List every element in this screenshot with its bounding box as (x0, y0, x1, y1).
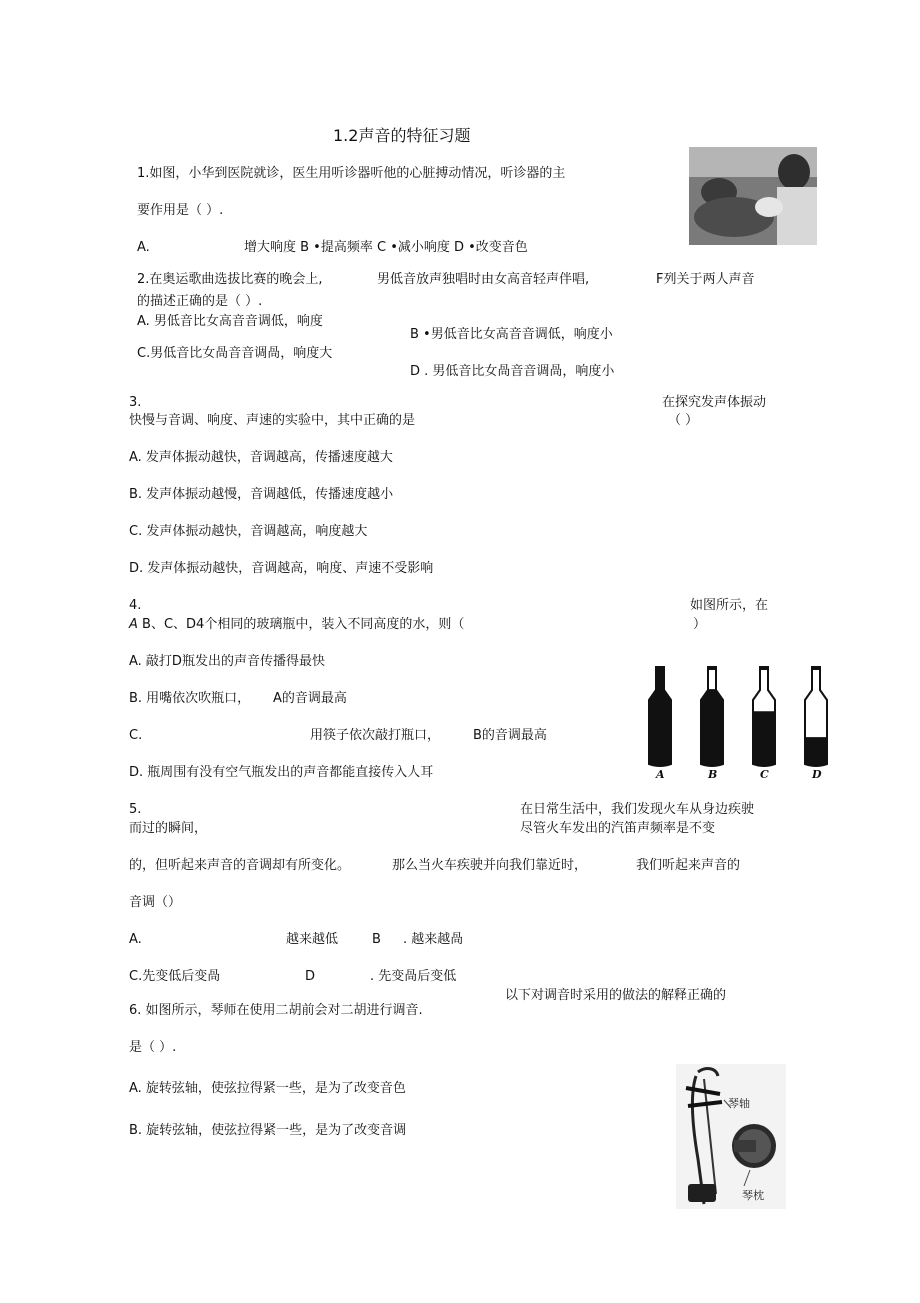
bottle-c (753, 666, 775, 781)
bottle-label-d: D (812, 768, 822, 781)
bottle-water-d (805, 737, 827, 766)
bottle-a (649, 666, 671, 781)
bottle-label-c: C (760, 768, 769, 781)
bottle-cap-d (811, 666, 821, 670)
q5-option-d-label: D (305, 969, 316, 984)
bottle-label-a: A (656, 768, 665, 781)
bottle-water-b (701, 689, 723, 766)
q2-option-c: C.男低音比女咼音音调咼，响度大 (137, 346, 333, 361)
q3-option-c: C. 发声体振动越快，音调越高，响度越大 (129, 524, 368, 539)
q4-stem-right: 如图所示，在 (690, 598, 769, 613)
q6-stem-line2: 是（ ）. (129, 1040, 177, 1055)
q2-stem-part2: 男低音放声独唱时由女高音轻声伴唱, (377, 272, 590, 287)
q5-stem-line3c: 我们听起来声音的 (636, 858, 741, 873)
q1-stem-line1: 1.如图，小华到医院就诊，医生用听诊器听他的心脏搏动情况，听诊器的主 (137, 166, 566, 181)
bottle-water-a (649, 668, 671, 766)
q2-stem-part1: 2.在奥运歌曲选拔比赛的晚会上, (137, 272, 323, 287)
q3-option-b: B. 发声体振动越慢，音调越低，传播速度越小 (129, 487, 394, 502)
hospital-photo (689, 147, 817, 245)
q4-option-d: D. 瓶周围有没有空气瓶发出的声音都能直接传入人耳 (129, 765, 434, 780)
q5-stem-line3a: 的，但听起来声音的音调却有所变化。 (129, 858, 351, 873)
bottle-water-c (753, 711, 775, 766)
erhu-label-tuning-peg: 琴轴 (728, 1097, 750, 1110)
bottle-d (805, 666, 827, 781)
q3-number: 3. (129, 395, 142, 410)
q4-stem-line2 (129, 617, 464, 633)
q6-option-b: B. 旋转弦轴，使弦拉得紧一些，是为了改变音调 (129, 1123, 407, 1138)
erhu-figure (676, 1064, 786, 1209)
q1-options: 增大响度 B •提高频率 C •减小响度 D •改变音色 (244, 240, 528, 255)
q2-stem-line2: 的描述正确的是（ ）. (137, 294, 263, 309)
q4-italic-a: A (129, 617, 138, 632)
q6-stem-part2: 以下对调音时采用的做法的解释正确的 (505, 988, 727, 1003)
q4-option-c-part2: B的音调最高 (473, 728, 547, 743)
q4-option-c-label: C. (129, 728, 143, 743)
q2-option-d: D . 男低音比女咼音音调咼，响度小 (410, 364, 615, 379)
q5-option-d-text: . 先变咼后变低 (370, 969, 457, 984)
q3-option-a: A. 发声体振动越快，音调越高，传播速度越大 (129, 450, 393, 465)
q2-option-a: A. 男低音比女高音音调低，响度 (137, 314, 323, 329)
q5-stem-line2b: 尽管火车发出的汽笛声频率是不变 (520, 821, 716, 836)
q3-option-d: D. 发声体振动越快，音调越高，响度、声速不受影响 (129, 561, 434, 576)
q4-option-b-part1: B. 用嘴依次吹瓶口， (129, 691, 251, 706)
q4-option-c-part1: 用筷子依次敲打瓶口， (310, 728, 441, 743)
bottle-cap-b (707, 666, 717, 670)
q4-stem-rest: B、C、D4个相同的玻璃瓶中，装入不同高度的水，则（ (137, 617, 465, 632)
q2-stem-part3: F列关于两人声音 (656, 272, 755, 287)
bottle-cap-a (655, 666, 665, 670)
bottle-cap-c (759, 666, 769, 670)
q5-option-b-label: B (372, 932, 381, 947)
q5-stem-right: 在日常生活中，我们发现火车从身边疾驶 (520, 802, 755, 817)
q5-option-c: C.先变低后变咼 (129, 969, 221, 984)
q1-option-a-label: A. (137, 240, 150, 255)
q4-option-a: A. 敲打D瓶发出的声音传播得最快 (129, 654, 325, 669)
q6-option-a: A. 旋转弦轴，使弦拉得紧一些，是为了改变音色 (129, 1081, 406, 1096)
q3-answer-paren: （ ） (668, 413, 699, 428)
bottle-label-b: B (708, 768, 718, 781)
q6-stem-part1: 6. 如图所示，琴师在使用二胡前会对二胡进行调音. (129, 1003, 423, 1018)
erhu-label-bridge: 琴枕 (742, 1189, 764, 1202)
q5-stem-line3b: 那么当火车疾驶并向我们靠近时， (392, 858, 588, 873)
q3-stem-right: 在探究发声体振动 (662, 395, 767, 410)
q5-number: 5. (129, 802, 142, 817)
bottles-figure (640, 662, 840, 782)
page-title: 1.2声音的特征习题 (333, 126, 471, 145)
q1-stem-line2: 要作用是（ ）. (137, 203, 224, 218)
q5-stem-line4: 音调（） (129, 895, 182, 910)
q3-stem-line2: 快慢与音调、响度、声速的实验中，其中正确的是 (129, 413, 416, 428)
bottle-b (701, 666, 723, 781)
q2-option-b: B •男低音比女高音音调低，响度小 (410, 327, 613, 342)
q4-number: 4. (129, 598, 142, 613)
q4-paren-end: ） (693, 617, 707, 632)
q5-option-b-text: . 越来越咼 (403, 932, 464, 947)
q5-option-a-text: 越来越低 (286, 932, 339, 947)
q4-option-b-part2: A的音调最高 (273, 691, 347, 706)
q5-stem-line2a: 而过的瞬间， (129, 821, 208, 836)
q5-option-a-label: A. (129, 932, 142, 947)
